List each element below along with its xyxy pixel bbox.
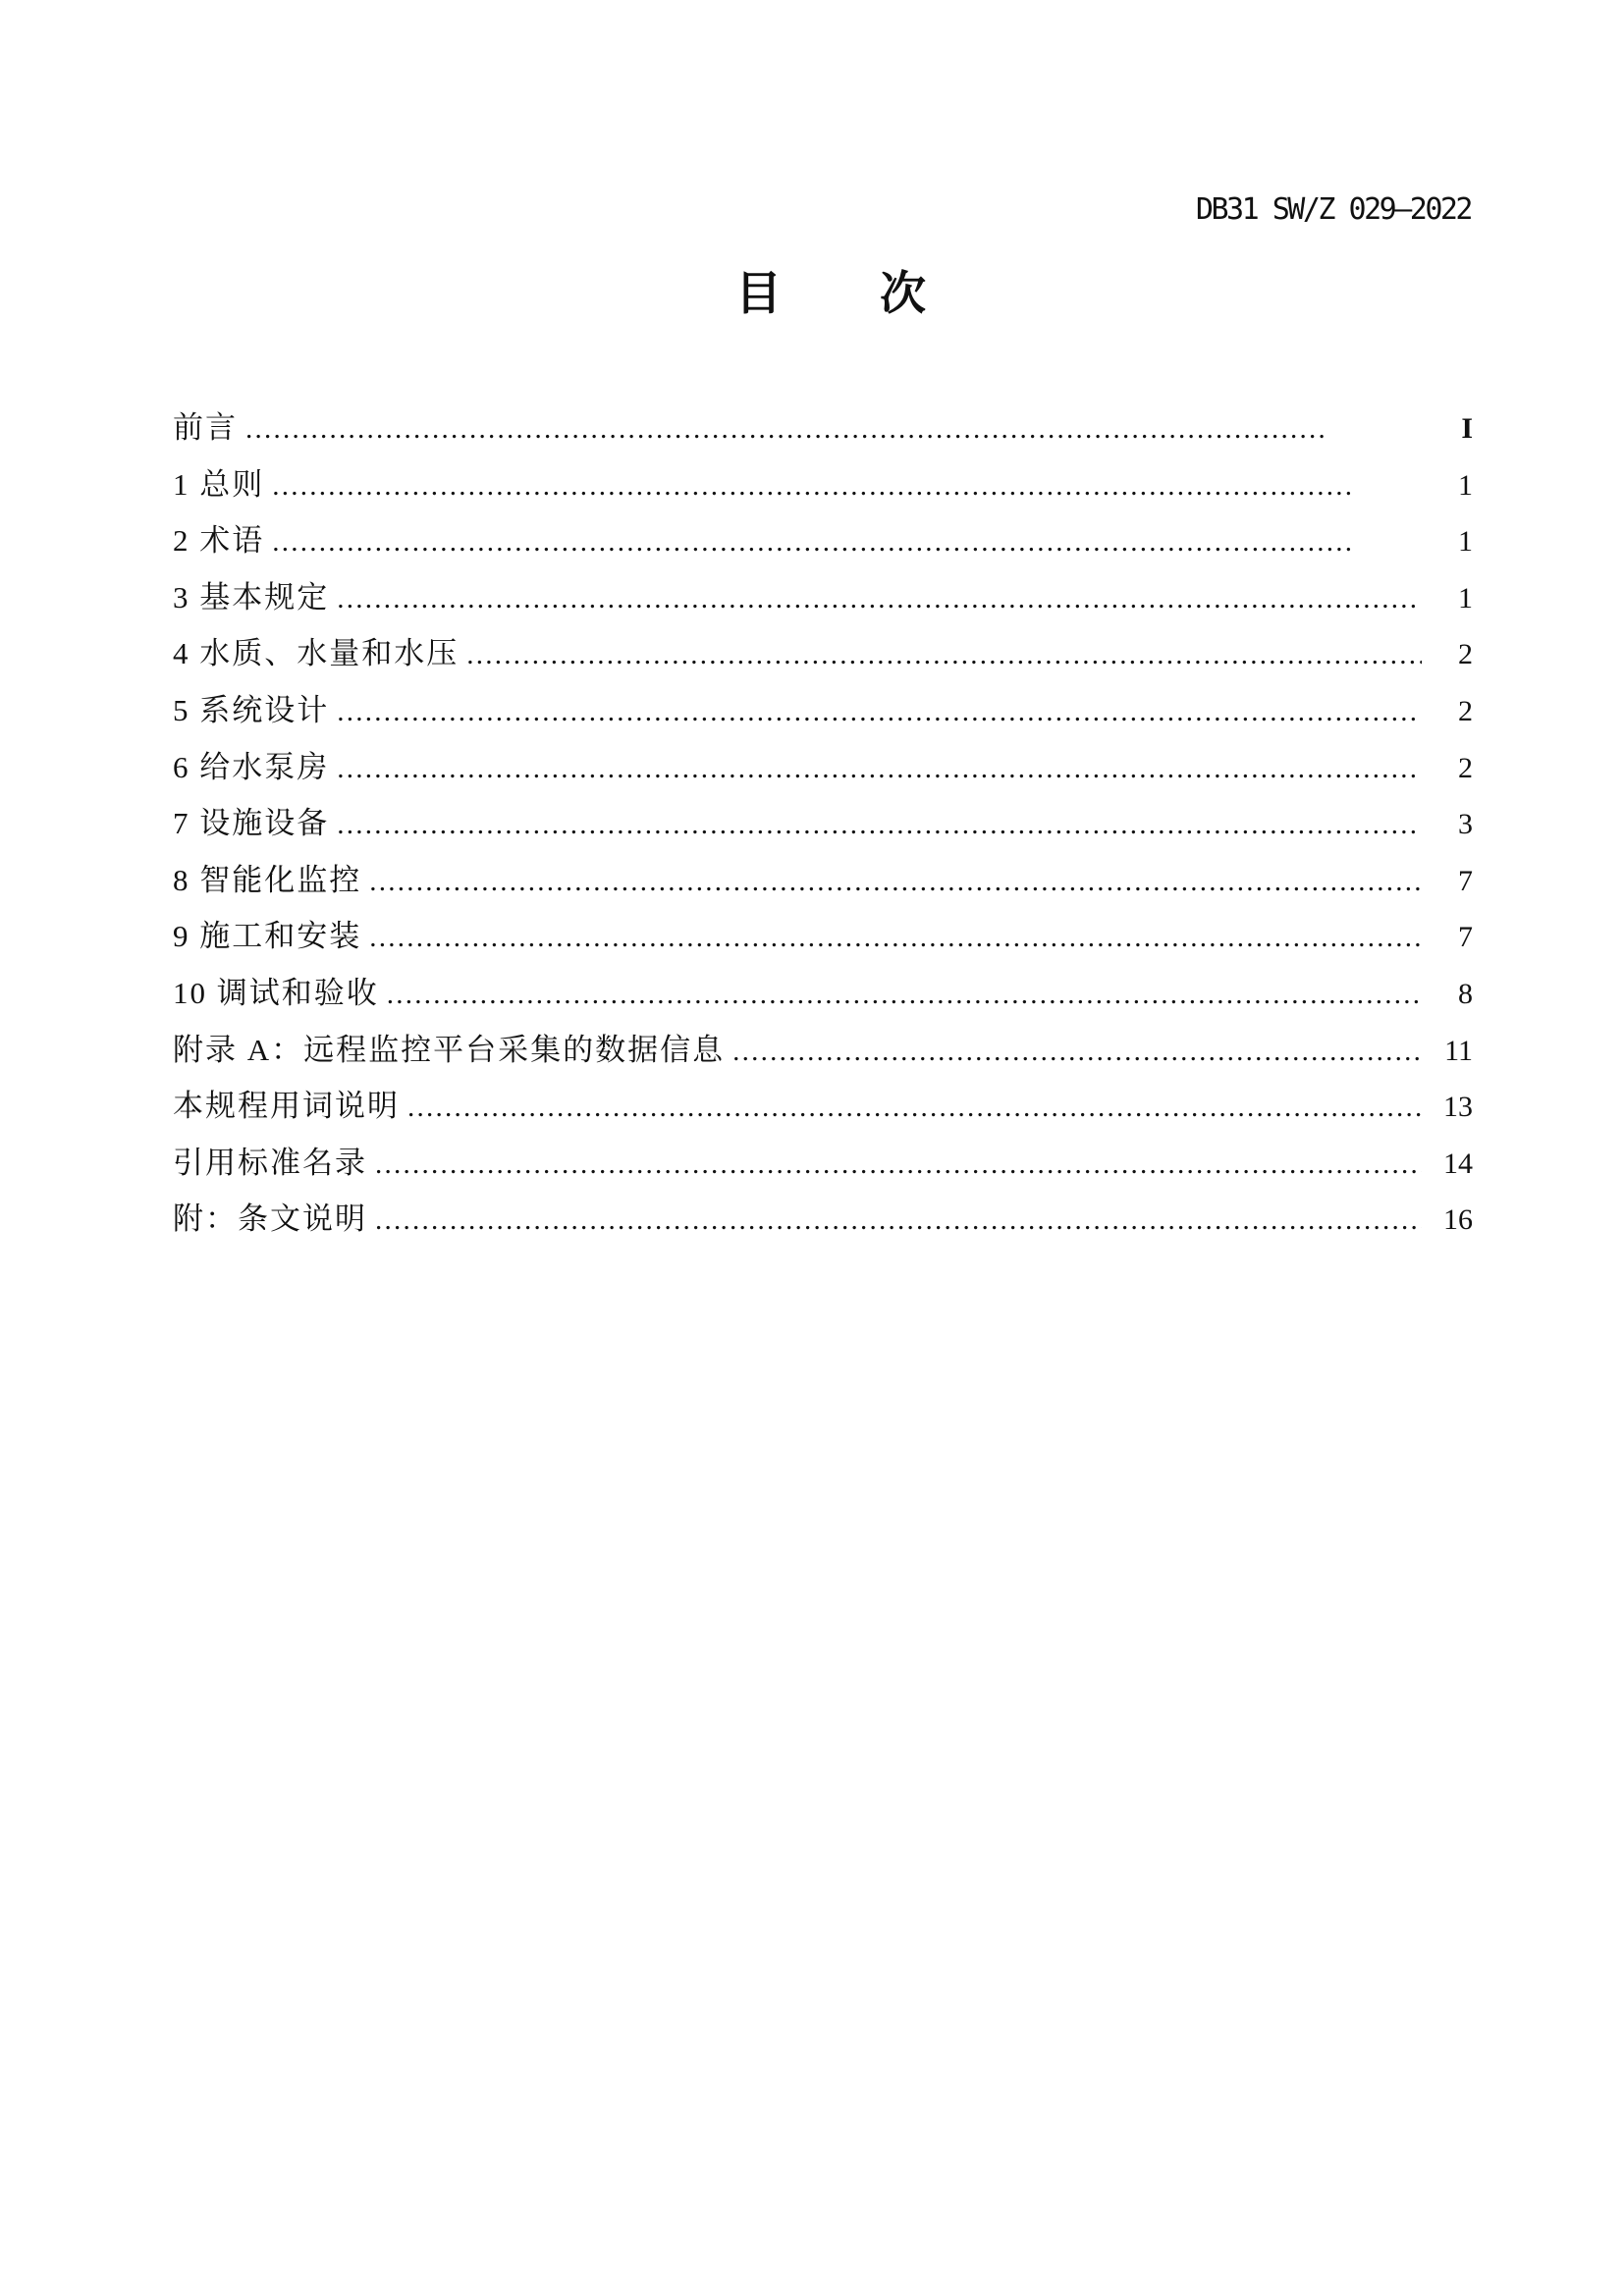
toc-entry bbox=[173, 1025, 1473, 1082]
toc-entry bbox=[173, 572, 1473, 629]
dot-leader bbox=[272, 526, 1422, 559]
toc-entry bbox=[173, 1138, 1473, 1195]
toc-entry-page: 1 bbox=[1458, 581, 1473, 614]
dot-leader bbox=[272, 470, 1422, 503]
toc-entry-page: I bbox=[1461, 412, 1473, 445]
toc-entry-label: 5 系统设计 bbox=[173, 692, 330, 727]
dot-leader bbox=[369, 866, 1422, 898]
toc-entry-label: 4 水质、水量和水压 bbox=[173, 636, 460, 671]
toc-entry-page: 13 bbox=[1443, 1091, 1473, 1124]
toc-entry-page: 1 bbox=[1458, 468, 1473, 502]
toc-entry bbox=[173, 911, 1473, 968]
dot-leader bbox=[466, 639, 1422, 671]
toc-entry-label: 6 给水泵房 bbox=[173, 749, 330, 784]
toc-list bbox=[173, 402, 1473, 1251]
toc-entry-label: 10 调试和验收 bbox=[173, 975, 379, 1010]
toc-entry-page: 3 bbox=[1458, 808, 1473, 841]
toc-entry bbox=[173, 798, 1473, 855]
toc-entry-page: 1 bbox=[1458, 525, 1473, 559]
toc-entry-label: 3 基本规定 bbox=[173, 579, 330, 614]
dot-leader bbox=[337, 583, 1422, 615]
dot-leader bbox=[387, 979, 1422, 1011]
toc-entry-label: 1 总则 bbox=[173, 466, 265, 502]
dot-leader bbox=[375, 1204, 1422, 1237]
toc-entry bbox=[173, 628, 1473, 685]
toc-entry-page: 8 bbox=[1458, 977, 1473, 1010]
toc-entry-label: 引用标准名录 bbox=[173, 1145, 367, 1180]
toc-entry bbox=[173, 515, 1473, 572]
dot-leader bbox=[337, 696, 1422, 728]
dot-leader bbox=[245, 413, 1422, 446]
dot-leader bbox=[369, 922, 1422, 954]
toc-entry-label: 附录 A：远程监控平台采集的数据信息 bbox=[173, 1032, 726, 1067]
toc-entry-page: 7 bbox=[1458, 921, 1473, 954]
toc-entry-label: 本规程用词说明 bbox=[173, 1089, 400, 1124]
toc-entry bbox=[173, 855, 1473, 912]
toc-entry bbox=[173, 459, 1473, 516]
toc-entry-page: 2 bbox=[1458, 694, 1473, 727]
toc-entry bbox=[173, 402, 1473, 459]
toc-entry-label: 9 施工和安装 bbox=[173, 919, 362, 954]
page-title: 目 次 bbox=[735, 267, 928, 319]
toc-entry-page: 2 bbox=[1458, 638, 1473, 671]
toc-entry-page: 7 bbox=[1458, 864, 1473, 897]
toc-entry-label: 2 术语 bbox=[173, 523, 265, 559]
dot-leader bbox=[375, 1148, 1422, 1181]
toc-entry-page: 16 bbox=[1443, 1203, 1473, 1237]
toc-entry-page: 14 bbox=[1443, 1147, 1473, 1180]
toc-entry-label: 8 智能化监控 bbox=[173, 862, 362, 897]
toc-entry-label: 7 设施设备 bbox=[173, 806, 330, 841]
toc-entry-page: 11 bbox=[1444, 1034, 1473, 1067]
toc-entry bbox=[173, 685, 1473, 742]
document-code-header: DB31 SW/Z 029—2022 bbox=[1195, 192, 1471, 227]
dot-leader bbox=[337, 809, 1422, 841]
toc-entry bbox=[173, 1194, 1473, 1251]
dot-leader bbox=[337, 753, 1422, 785]
toc-entry bbox=[173, 968, 1473, 1025]
toc-entry-label: 附：条文说明 bbox=[173, 1201, 367, 1237]
dot-leader bbox=[407, 1092, 1422, 1124]
toc-entry-page: 2 bbox=[1458, 751, 1473, 784]
toc-entry-label: 前言 bbox=[173, 410, 238, 445]
dot-leader bbox=[732, 1036, 1422, 1068]
toc-entry bbox=[173, 742, 1473, 799]
toc-entry bbox=[173, 1081, 1473, 1138]
